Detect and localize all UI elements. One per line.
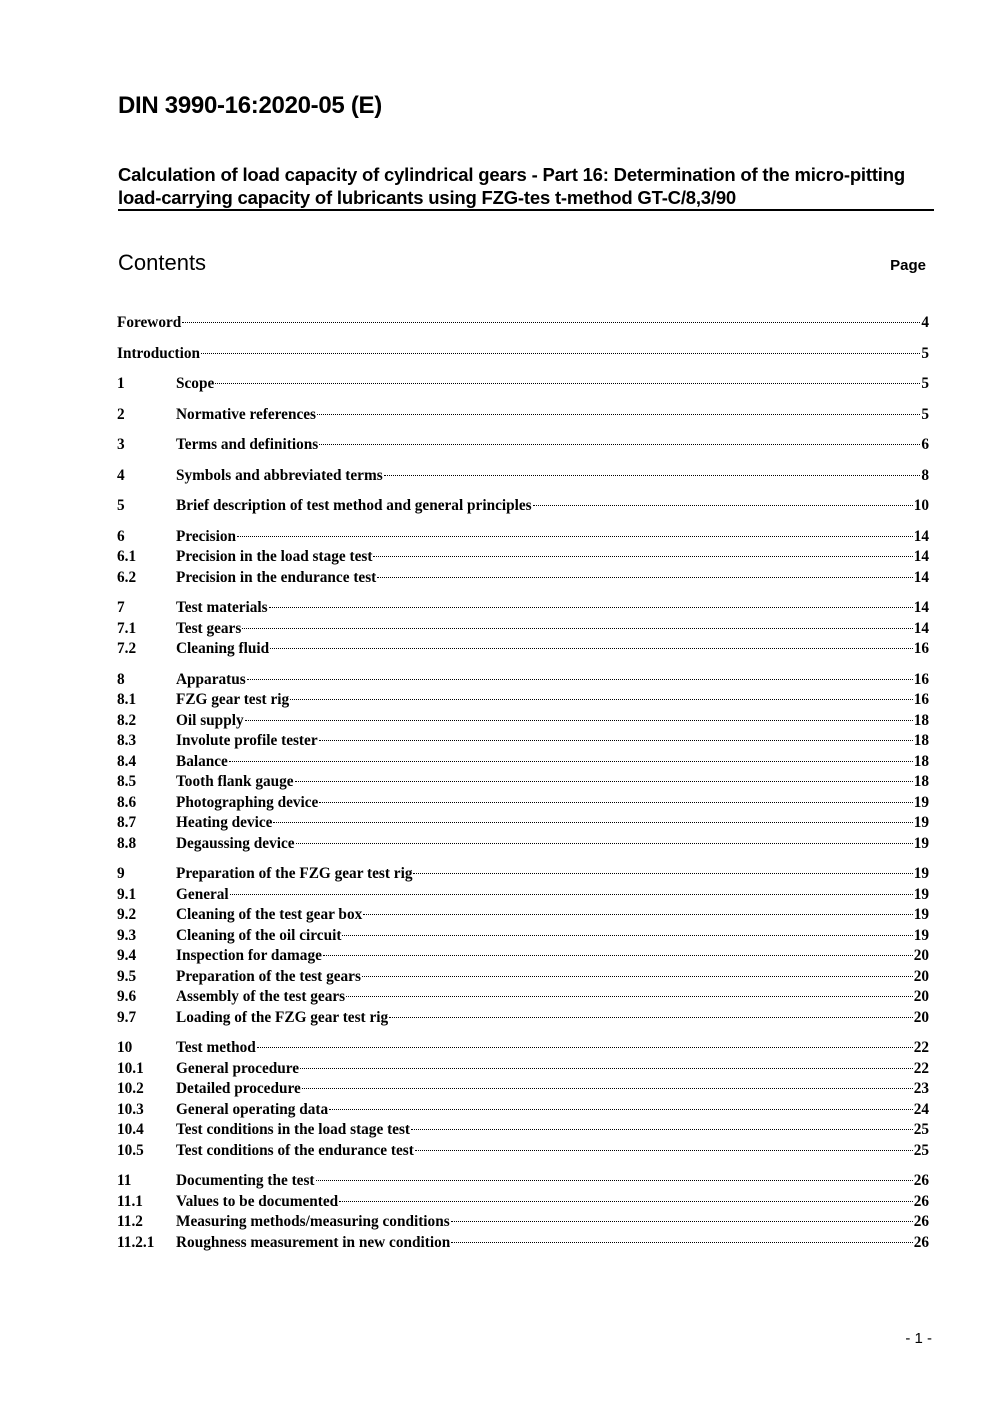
toc-entry[interactable] bbox=[117, 313, 929, 334]
page-number: - 1 - bbox=[905, 1330, 932, 1347]
toc-dot-leader bbox=[295, 781, 913, 782]
toc-entry[interactable] bbox=[117, 905, 929, 926]
toc-dot-leader bbox=[182, 322, 920, 323]
toc-entry-number: 11 bbox=[117, 1172, 132, 1189]
toc-dot-leader bbox=[389, 1017, 913, 1018]
toc-entry-number: 10.1 bbox=[117, 1059, 144, 1077]
toc-entry-number: 10.4 bbox=[117, 1121, 144, 1138]
toc-entry-title: General procedure bbox=[176, 1059, 300, 1077]
toc-entry-title: Balance bbox=[176, 752, 228, 770]
toc-entry-title: Test materials bbox=[176, 599, 268, 616]
toc-entry-title: Cleaning of the test gear box bbox=[176, 906, 363, 923]
toc-entry-number: 9.5 bbox=[117, 967, 137, 985]
toc-entry-number: 5 bbox=[117, 497, 125, 514]
toc-entry-number: 3 bbox=[117, 436, 125, 453]
toc-entry-title: Assembly of the test gears bbox=[176, 988, 346, 1005]
toc-entry-page: 23 bbox=[913, 1080, 929, 1097]
toc-entry-page: 19 bbox=[913, 885, 929, 903]
toc-entry-number: 9.6 bbox=[117, 988, 137, 1005]
toc-dot-leader bbox=[296, 843, 913, 844]
toc-dot-leader bbox=[270, 648, 913, 649]
toc-entry-number: 9 bbox=[117, 865, 125, 882]
toc-entry[interactable] bbox=[117, 598, 929, 619]
toc-entry-page: 8 bbox=[921, 466, 929, 484]
toc-entry-number: 8.8 bbox=[117, 834, 137, 852]
toc-entry-title: Precision bbox=[176, 527, 237, 545]
toc-entry-title: General operating data bbox=[176, 1100, 329, 1118]
toc-dot-leader bbox=[329, 1109, 913, 1110]
toc-entry-title: Terms and definitions bbox=[176, 436, 319, 453]
toc-dot-leader bbox=[201, 353, 920, 354]
toc-entry-page: 20 bbox=[913, 947, 929, 964]
toc-entry-title: Values to be documented bbox=[176, 1192, 339, 1210]
toc-entry[interactable] bbox=[117, 690, 929, 711]
toc-dot-leader bbox=[319, 740, 913, 741]
toc-dot-leader bbox=[362, 976, 913, 977]
toc-entry[interactable] bbox=[117, 752, 929, 773]
toc-entry[interactable] bbox=[117, 466, 929, 487]
toc-dot-leader bbox=[247, 679, 913, 680]
toc-entry-page: 14 bbox=[913, 527, 929, 545]
toc-entry-title: Cleaning fluid bbox=[176, 640, 270, 657]
toc-entry-page: 16 bbox=[913, 691, 929, 708]
toc-entry-title: Precision in the endurance test bbox=[176, 568, 377, 586]
toc-dot-leader bbox=[229, 761, 913, 762]
toc-entry-page: 14 bbox=[913, 548, 929, 565]
toc-entry-title: Loading of the FZG gear test rig bbox=[176, 1008, 389, 1026]
toc-entry-title: Brief description of test method and general principles bbox=[176, 497, 532, 514]
toc-entry-number: 4 bbox=[117, 466, 125, 484]
toc-entry-page: 14 bbox=[913, 568, 929, 586]
toc-entry-number: 10 bbox=[117, 1039, 133, 1056]
toc-entry-number: 8.5 bbox=[117, 773, 137, 790]
toc-entry-title: Detailed procedure bbox=[176, 1080, 301, 1097]
toc-entry[interactable] bbox=[117, 987, 929, 1008]
toc-entry-page: 16 bbox=[913, 670, 929, 688]
toc-entry-page: 18 bbox=[913, 752, 929, 770]
toc-entry[interactable] bbox=[117, 834, 929, 855]
toc-dot-leader bbox=[300, 1068, 913, 1069]
toc-entry-page: 16 bbox=[913, 640, 929, 657]
toc-entry[interactable] bbox=[117, 568, 929, 589]
toc-entry-number: 8 bbox=[117, 670, 125, 688]
toc-entry-number: 11.2 bbox=[117, 1213, 143, 1230]
toc-entry[interactable] bbox=[117, 813, 929, 834]
toc-entry[interactable] bbox=[117, 1079, 929, 1100]
toc-dot-leader bbox=[346, 996, 913, 997]
toc-entry[interactable] bbox=[117, 1171, 929, 1192]
toc-entry-page: 19 bbox=[913, 834, 929, 852]
toc-dot-leader bbox=[237, 536, 913, 537]
toc-entry-title: Test conditions of the endurance test bbox=[176, 1141, 414, 1159]
toc-entry-page: 4 bbox=[921, 314, 929, 331]
toc-entry-page: 25 bbox=[913, 1121, 929, 1138]
toc-entry-number: 8.1 bbox=[117, 691, 137, 708]
toc-entry[interactable] bbox=[117, 639, 929, 660]
toc-entry-title: Inspection for damage bbox=[176, 947, 322, 964]
toc-entry[interactable] bbox=[117, 619, 929, 640]
toc-entry[interactable] bbox=[117, 711, 929, 732]
toc-entry-page: 18 bbox=[913, 711, 929, 729]
toc-entry-title: Test gears bbox=[176, 619, 242, 637]
toc-entry-title: Photographing device bbox=[176, 793, 319, 811]
toc-entry[interactable] bbox=[117, 926, 929, 947]
toc-entry[interactable] bbox=[117, 405, 929, 426]
toc-entry-page: 19 bbox=[913, 906, 929, 923]
toc-entry-number: 10.3 bbox=[117, 1100, 144, 1118]
toc-entry-title: Degaussing device bbox=[176, 834, 295, 852]
toc-entry-number: 11.2.1 bbox=[117, 1233, 155, 1251]
toc-entry-title: Scope bbox=[176, 375, 215, 392]
toc-entry-title: Test method bbox=[176, 1039, 256, 1056]
toc-dot-leader bbox=[451, 1242, 912, 1243]
toc-entry-title: Oil supply bbox=[176, 711, 244, 729]
toc-dot-leader bbox=[316, 1180, 913, 1181]
toc-entry-title: Roughness measurement in new condition bbox=[176, 1233, 451, 1251]
toc-entry-page: 14 bbox=[913, 599, 929, 616]
toc-entry-page: 19 bbox=[913, 814, 929, 831]
toc-entry-number: 1 bbox=[117, 375, 125, 392]
toc-entry-number: 6 bbox=[117, 527, 125, 545]
toc-entry-title: Foreword bbox=[117, 314, 182, 331]
toc-dot-leader bbox=[377, 577, 912, 578]
toc-entry-page: 26 bbox=[913, 1172, 929, 1189]
toc-entry[interactable] bbox=[117, 946, 929, 967]
toc-entry-number: 8.6 bbox=[117, 793, 137, 811]
toc-entry-page: 19 bbox=[913, 793, 929, 811]
toc-entry-number: 7 bbox=[117, 599, 125, 616]
toc-entry-title: Documenting the test bbox=[176, 1172, 315, 1189]
toc-dot-leader bbox=[411, 1129, 913, 1130]
toc-dot-leader bbox=[451, 1221, 913, 1222]
toc-entry-page: 14 bbox=[913, 619, 929, 637]
toc-entry[interactable] bbox=[117, 670, 929, 691]
toc-entry[interactable] bbox=[117, 1008, 929, 1029]
toc-entry-number: 7.1 bbox=[117, 619, 137, 637]
toc-entry-title: Tooth flank gauge bbox=[176, 773, 294, 790]
toc-dot-leader bbox=[242, 628, 912, 629]
toc-entry-page: 24 bbox=[913, 1100, 929, 1118]
toc-entry[interactable] bbox=[117, 1100, 929, 1121]
toc-entry[interactable] bbox=[117, 1192, 929, 1213]
toc-entry[interactable] bbox=[117, 435, 929, 456]
toc-dot-leader bbox=[269, 607, 913, 608]
toc-entry-page: 5 bbox=[921, 375, 929, 392]
toc-entry[interactable] bbox=[117, 547, 929, 568]
toc-entry-number: 7.2 bbox=[117, 640, 137, 657]
toc-dot-leader bbox=[342, 935, 912, 936]
toc-entry-title: Apparatus bbox=[176, 670, 246, 688]
toc-entry-title: Normative references bbox=[176, 405, 317, 423]
toc-entry[interactable] bbox=[117, 1212, 929, 1233]
toc-entry-title: Test conditions in the load stage test bbox=[176, 1121, 411, 1138]
toc-dot-leader bbox=[363, 914, 912, 915]
toc-dot-leader bbox=[373, 556, 912, 557]
toc-entry[interactable] bbox=[117, 967, 929, 988]
toc-entry-number: 8.2 bbox=[117, 711, 137, 729]
toc-entry-title: Involute profile tester bbox=[176, 732, 318, 749]
toc-dot-leader bbox=[415, 1150, 913, 1151]
toc-entry-number: 10.2 bbox=[117, 1080, 144, 1097]
toc-entry-title: Cleaning of the oil circuit bbox=[176, 926, 342, 944]
toc-dot-leader bbox=[245, 720, 913, 721]
toc-dot-leader bbox=[384, 475, 921, 476]
toc-entry-number: 11.1 bbox=[117, 1192, 143, 1210]
toc-entry-number: 2 bbox=[117, 405, 125, 423]
toc-dot-leader bbox=[319, 444, 920, 445]
toc-entry-page: 5 bbox=[921, 405, 929, 423]
toc-entry[interactable] bbox=[117, 374, 929, 395]
toc-entry[interactable] bbox=[117, 1038, 929, 1059]
toc-entry-page: 5 bbox=[921, 344, 929, 362]
toc-dot-leader bbox=[533, 505, 913, 506]
toc-entry-page: 22 bbox=[913, 1039, 929, 1056]
toc-dot-leader bbox=[319, 802, 912, 803]
toc-entry-title: Symbols and abbreviated terms bbox=[176, 466, 383, 484]
toc-entry-page: 26 bbox=[913, 1213, 929, 1230]
toc-dot-leader bbox=[230, 894, 913, 895]
page-column-label: Page bbox=[890, 257, 926, 274]
toc-entry-page: 10 bbox=[913, 497, 929, 514]
toc-entry[interactable] bbox=[117, 1141, 929, 1162]
toc-entry-number: 9.7 bbox=[117, 1008, 137, 1026]
toc-entry-title: Measuring methods/measuring conditions bbox=[176, 1213, 450, 1230]
toc-entry-title: General bbox=[176, 885, 229, 903]
toc-entry-page: 19 bbox=[913, 865, 929, 882]
toc-dot-leader bbox=[273, 822, 912, 823]
toc-entry[interactable] bbox=[117, 344, 929, 365]
toc-entry-title: Precision in the load stage test bbox=[176, 548, 373, 565]
table-of-contents bbox=[117, 313, 929, 1253]
toc-entry[interactable] bbox=[117, 885, 929, 906]
toc-entry-page: 20 bbox=[913, 967, 929, 985]
toc-entry-page: 22 bbox=[913, 1059, 929, 1077]
toc-entry-number: 9.2 bbox=[117, 906, 137, 923]
toc-entry-number: 6.1 bbox=[117, 548, 137, 565]
toc-entry-page: 26 bbox=[913, 1233, 929, 1251]
toc-entry-title: Preparation of the test gears bbox=[176, 967, 361, 985]
toc-dot-leader bbox=[413, 873, 912, 874]
toc-entry-page: 20 bbox=[913, 1008, 929, 1026]
toc-entry-page: 25 bbox=[913, 1141, 929, 1159]
toc-entry-page: 18 bbox=[913, 773, 929, 790]
toc-dot-leader bbox=[339, 1201, 913, 1202]
contents-heading: Contents bbox=[118, 250, 207, 275]
toc-entry[interactable] bbox=[117, 1120, 929, 1141]
toc-entry[interactable] bbox=[117, 1233, 929, 1254]
toc-entry-page: 18 bbox=[913, 732, 929, 749]
toc-entry-title: Heating device bbox=[176, 814, 273, 831]
toc-entry-number: 8.4 bbox=[117, 752, 137, 770]
toc-entry-title: Introduction bbox=[117, 344, 201, 362]
toc-entry-number: 9.1 bbox=[117, 885, 137, 903]
document-title: Calculation of load capacity of cylindrical gears - Part 16: Determination of the micro-pitting load-carrying capacity of lubricants using FZG-tes t-method GT-C/8,3/90 bbox=[118, 163, 934, 211]
toc-dot-leader bbox=[290, 699, 913, 700]
document-id: DIN 3990-16:2020-05 (E) bbox=[118, 92, 382, 119]
toc-dot-leader bbox=[323, 955, 913, 956]
toc-dot-leader bbox=[257, 1047, 913, 1048]
toc-entry[interactable] bbox=[117, 527, 929, 548]
toc-entry[interactable] bbox=[117, 731, 929, 752]
toc-dot-leader bbox=[317, 414, 920, 415]
toc-entry[interactable] bbox=[117, 496, 929, 517]
toc-entry-title: FZG gear test rig bbox=[176, 691, 290, 708]
toc-entry-page: 20 bbox=[913, 988, 929, 1005]
toc-entry-number: 10.5 bbox=[117, 1141, 144, 1159]
toc-dot-leader bbox=[302, 1088, 913, 1089]
toc-entry[interactable] bbox=[117, 772, 929, 793]
toc-entry[interactable] bbox=[117, 1059, 929, 1080]
toc-entry-number: 8.3 bbox=[117, 732, 137, 749]
toc-entry-number: 6.2 bbox=[117, 568, 137, 586]
toc-dot-leader bbox=[215, 383, 920, 384]
toc-entry-number: 8.7 bbox=[117, 814, 137, 831]
toc-entry-number: 9.4 bbox=[117, 947, 137, 964]
toc-entry-number: 9.3 bbox=[117, 926, 137, 944]
toc-entry[interactable] bbox=[117, 793, 929, 814]
toc-entry-page: 6 bbox=[921, 436, 929, 453]
toc-entry[interactable] bbox=[117, 864, 929, 885]
toc-entry-title: Preparation of the FZG gear test rig bbox=[176, 865, 413, 882]
toc-entry-page: 19 bbox=[913, 926, 929, 944]
toc-entry-page: 26 bbox=[913, 1192, 929, 1210]
